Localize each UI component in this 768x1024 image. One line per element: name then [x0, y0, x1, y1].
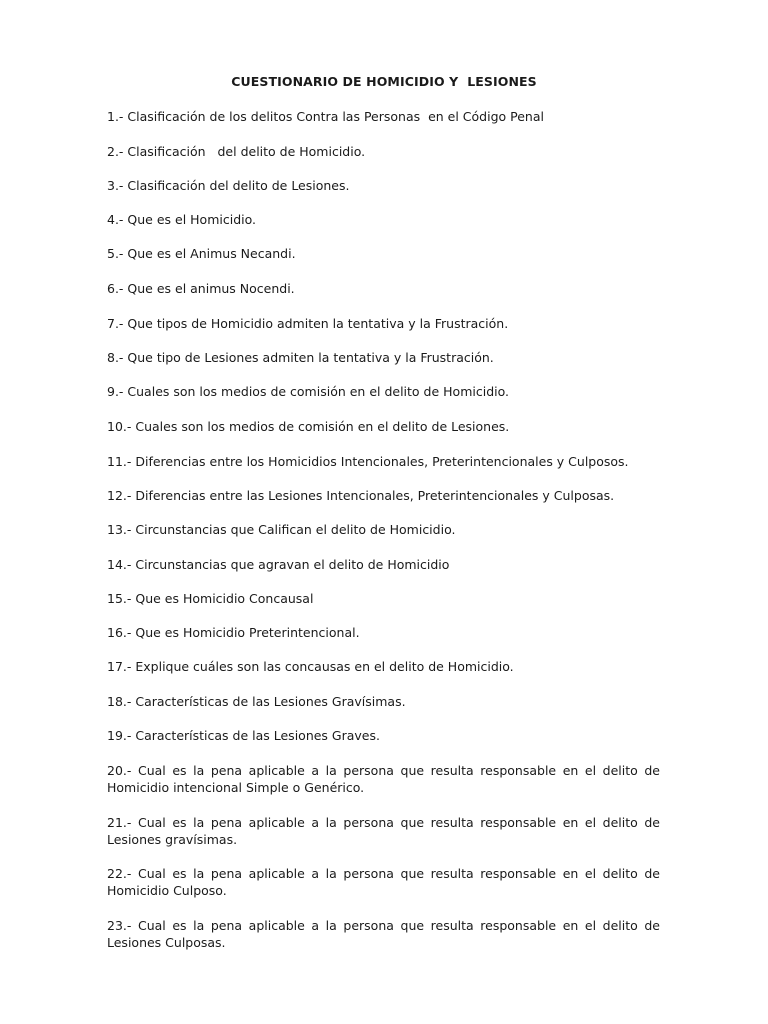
question-8: 8.- Que tipo de Lesiones admiten la tentativa y la Frustración. — [107, 350, 494, 365]
question-7: 7.- Que tipos de Homicidio admiten la tentativa y la Frustración. — [107, 316, 509, 331]
question-14: 14.- Circunstancias que agravan el delito de Homicidio — [107, 557, 450, 572]
question-5: 5.- Que es el Animus Necandi. — [107, 246, 296, 261]
question-21: 21.- Cual es la pena aplicable a la persona que resulta responsable en el delito de Lesiones gravísimas. — [107, 815, 660, 847]
question-13: 13.- Circunstancias que Califican el delito de Homicidio. — [107, 522, 456, 537]
question-12: 12.- Diferencias entre las Lesiones Intencionales, Preterintencionales y Culposas. — [107, 488, 615, 503]
question-3: 3.- Clasificación del delito de Lesiones. — [107, 178, 350, 193]
question-17: 17.- Explique cuáles son las concausas en el delito de Homicidio. — [107, 659, 514, 674]
question-15: 15.- Que es Homicidio Concausal — [107, 591, 314, 606]
question-10: 10.- Cuales son los medios de comisión en el delito de Lesiones. — [107, 419, 510, 434]
question-19: 19.- Características de las Lesiones Graves. — [107, 728, 380, 743]
question-2: 2.- Clasificación del delito de Homicidio. — [107, 144, 366, 159]
question-6: 6.- Que es el animus Nocendi. — [107, 281, 295, 296]
question-4: 4.- Que es el Homicidio. — [107, 212, 256, 227]
question-20: 20.- Cual es la pena aplicable a la persona que resulta responsable en el delito de Homicidio intencional Simple o Genérico. — [107, 763, 660, 795]
question-9: 9.- Cuales son los medios de comisión en el delito de Homicidio. — [107, 384, 510, 399]
document-title: CUESTIONARIO DE HOMICIDIO Y LESIONES — [231, 74, 537, 89]
question-16: 16.- Que es Homicidio Preterintencional. — [107, 625, 360, 640]
question-1: 1.- Clasificación de los delitos Contra las Personas en el Código Penal — [107, 109, 544, 124]
question-11: 11.- Diferencias entre los Homicidios Intencionales, Preterintencionales y Culposos. — [107, 454, 629, 469]
question-23: 23.- Cual es la pena aplicable a la persona que resulta responsable en el delito de Lesiones Culposas. — [107, 918, 660, 950]
question-22: 22.- Cual es la pena aplicable a la persona que resulta responsable en el delito de Homicidio Culposo. — [107, 866, 660, 898]
question-18: 18.- Características de las Lesiones Gravísimas. — [107, 694, 406, 709]
